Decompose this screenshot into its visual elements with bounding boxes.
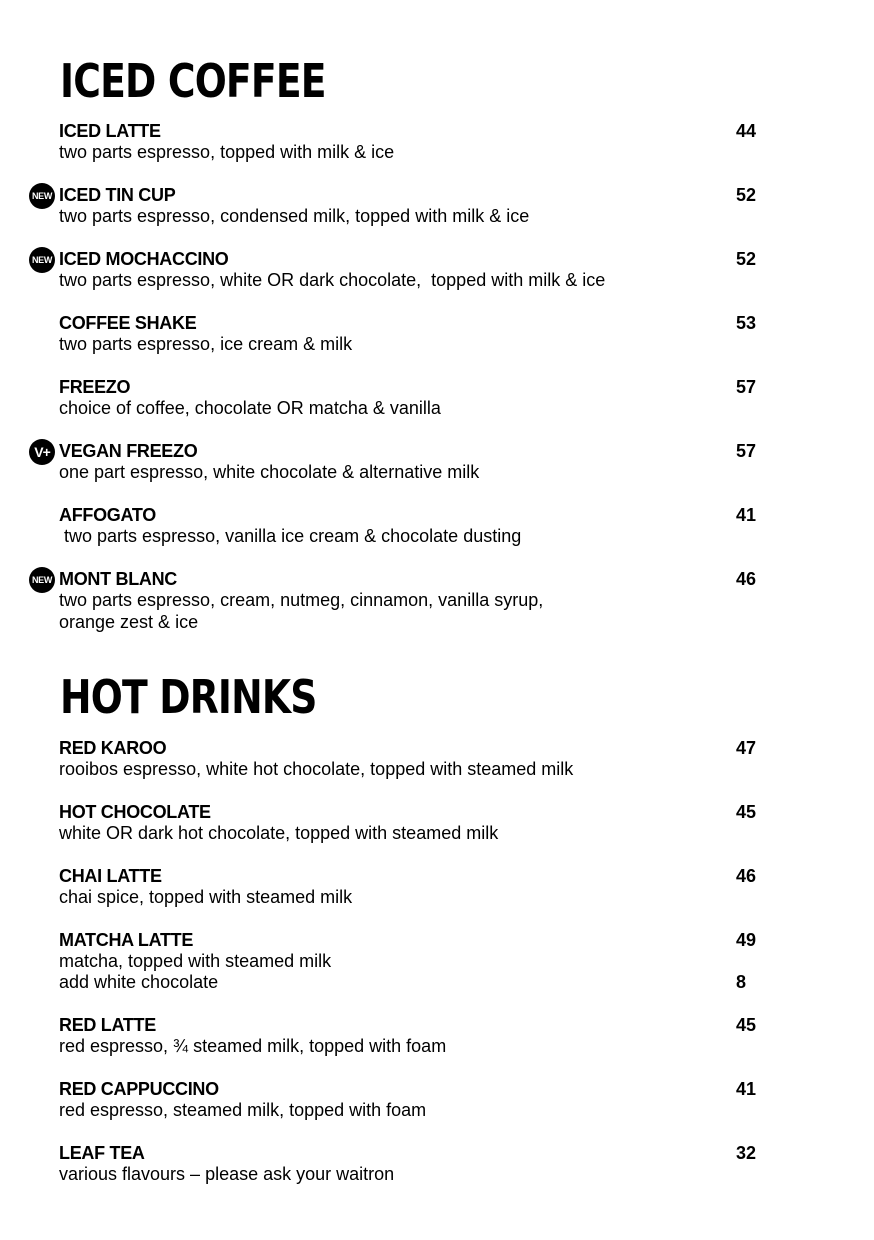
menu-item-mont-blanc	[0, 568, 874, 665]
menu-item-red-karoo	[0, 737, 874, 801]
item-price: 52	[736, 185, 757, 205]
menu-item-coffee-shake	[0, 312, 874, 376]
item-name: MONT BLANC	[59, 569, 177, 589]
menu-item-iced-tin-cup	[0, 184, 874, 248]
menu-item-red-cappuccino	[0, 1078, 874, 1142]
add-on-row	[0, 971, 874, 993]
item-price: 53	[736, 313, 757, 333]
item-price: 57	[736, 377, 757, 397]
item-description: various flavours – please ask your waitron	[59, 1164, 395, 1184]
item-description: two parts espresso, white OR dark chocolate, topped with milk & ice	[59, 270, 606, 290]
menu-item-leaf-tea	[0, 1142, 874, 1206]
item-name: ICED LATTE	[59, 121, 161, 141]
new-badge-icon: NEW	[29, 247, 55, 273]
item-description: chai spice, topped with steamed milk	[59, 887, 353, 907]
item-name: AFFOGATO	[59, 505, 156, 525]
item-description: red espresso, steamed milk, topped with foam	[59, 1100, 427, 1120]
item-name: HOT CHOCOLATE	[59, 802, 211, 822]
item-price: 45	[736, 1015, 757, 1035]
menu-item-red-latte	[0, 1014, 874, 1078]
vegan-badge-icon: V+	[29, 439, 55, 465]
item-name: VEGAN FREEZO	[59, 441, 198, 461]
iced-coffee-list	[0, 120, 874, 665]
menu-item-iced-latte	[0, 120, 874, 184]
item-description: rooibos espresso, white hot chocolate, topped with steamed milk	[59, 759, 574, 779]
add-on-price: 8	[736, 972, 747, 992]
item-description: choice of coffee, chocolate OR matcha & vanilla	[59, 398, 441, 418]
item-name: RED KAROO	[59, 738, 167, 758]
item-price: 49	[736, 930, 757, 950]
item-price: 46	[736, 569, 757, 589]
item-description: two parts espresso, topped with milk & ice	[59, 142, 395, 162]
iced-coffee-heading: ICED COFFEE	[60, 54, 326, 108]
hot-drinks-list	[0, 737, 874, 1206]
menu-item-affogato	[0, 504, 874, 568]
menu-item-chai-latte	[0, 865, 874, 929]
add-on-label: add white chocolate	[59, 972, 219, 992]
item-description: two parts espresso, condensed milk, topped with milk & ice	[59, 206, 530, 226]
item-price: 44	[736, 121, 757, 141]
menu-item-matcha-latte	[0, 929, 874, 1014]
new-badge-icon: NEW	[29, 183, 55, 209]
item-description: two parts espresso, cream, nutmeg, cinnamon, vanilla syrup, orange zest & ice	[59, 590, 544, 632]
menu-item-iced-mochaccino	[0, 248, 874, 312]
item-price: 41	[736, 1079, 757, 1099]
item-name: COFFEE SHAKE	[59, 313, 197, 333]
item-description: white OR dark hot chocolate, topped with steamed milk	[59, 823, 499, 843]
new-badge-icon: NEW	[29, 567, 55, 593]
item-description: red espresso, ¾ steamed milk, topped with foam	[59, 1036, 447, 1056]
item-price: 41	[736, 505, 757, 525]
menu-item-freezo	[0, 376, 874, 440]
menu-item-vegan-freezo	[0, 440, 874, 504]
item-price: 57	[736, 441, 757, 461]
item-name: CHAI LATTE	[59, 866, 162, 886]
item-price: 46	[736, 866, 757, 886]
hot-drinks-heading: HOT DRINKS	[60, 670, 317, 724]
item-name: LEAF TEA	[59, 1143, 145, 1163]
item-name: FREEZO	[59, 377, 131, 397]
item-name: MATCHA LATTE	[59, 930, 194, 950]
item-description: one part espresso, white chocolate & alternative milk	[59, 462, 480, 482]
item-name: ICED TIN CUP	[59, 185, 176, 205]
item-price: 32	[736, 1143, 757, 1163]
menu-item-hot-chocolate	[0, 801, 874, 865]
item-price: 45	[736, 802, 757, 822]
item-description: two parts espresso, ice cream & milk	[59, 334, 353, 354]
item-description: matcha, topped with steamed milk	[59, 951, 332, 971]
item-name: RED LATTE	[59, 1015, 156, 1035]
item-name: ICED MOCHACCINO	[59, 249, 229, 269]
item-price: 47	[736, 738, 757, 758]
item-description: two parts espresso, vanilla ice cream & chocolate dusting	[59, 526, 522, 546]
item-name: RED CAPPUCCINO	[59, 1079, 219, 1099]
item-price: 52	[736, 249, 757, 269]
